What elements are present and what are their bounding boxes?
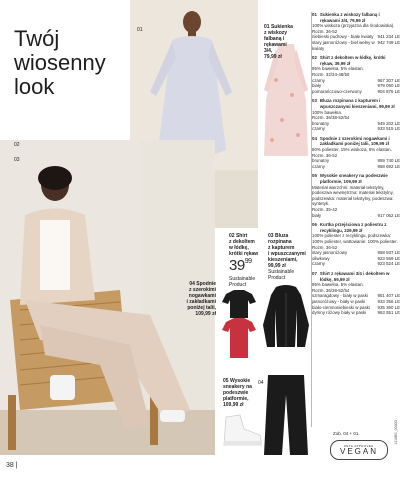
variant-color: oliwkowy	[312, 255, 330, 261]
headline-line-1: Twój	[14, 26, 60, 51]
product-detail-desc: Materiał wierzchni: materiał tekstylny, podeszwa wewnętrzna: materiał tekstylny, podszewka: materiał tekstylny, podeszwa: syntetyk.	[312, 184, 394, 207]
shirt-sustainable-1: Sustainable	[229, 276, 256, 282]
card-dress-line-5: 3/4,	[264, 48, 273, 54]
tag-04-product: 04	[258, 380, 264, 386]
variant-color: jasnoróżowy - biały w paski	[312, 298, 366, 304]
product-detail-desc: Rozm. 36-52	[312, 244, 338, 250]
card-dress-line-2: z wiskozy	[264, 30, 288, 36]
variant-code: 951 407 LE	[377, 293, 400, 299]
product-detail-item	[312, 271, 400, 316]
page-number: 38 |	[6, 462, 18, 469]
product-variant-row	[312, 164, 400, 170]
product-detail-title: Kurtka przejściowa z poliestru z recyklingu, 229,99 zł	[319, 222, 387, 233]
sneaker-image	[222, 413, 262, 452]
variant-color: niebieski pudrowy - białe kwiaty	[312, 34, 374, 40]
product-variant-row	[312, 261, 400, 267]
shirt-sustainable	[229, 276, 255, 288]
product-detail-title: Shirt z dekoltem w łódkę, krótki rękaw, 39,99 zł	[319, 55, 386, 66]
product-detail-desc: Rozm. 36-52	[312, 28, 338, 34]
card-trousers-text	[170, 281, 216, 317]
product-detail-desc: Rozm. 36-52	[312, 152, 338, 158]
tag-02: 02	[14, 142, 20, 148]
hoodie-sustainable-1: Sustainable	[268, 269, 295, 275]
product-detail-title: Wysokie sneakery na podeszwie platformie, 109,99 zł	[319, 173, 388, 185]
variant-color: brunatny	[312, 120, 330, 126]
variant-color: biały	[312, 212, 322, 218]
card-dress-line-4: rękawami	[264, 42, 287, 48]
product-detail-item	[312, 136, 400, 170]
variant-color: stary jasnoróżowy	[312, 250, 348, 256]
trousers-image	[264, 375, 308, 460]
card-hoodie-line-3: z kapturem	[268, 245, 295, 251]
product-detail-desc: 95% bawełna, 5% elastan.	[312, 66, 364, 72]
variant-code: 933 356 LE	[377, 298, 400, 304]
card-hoodie-line-2: rozpinana	[268, 239, 292, 245]
card-dress-line-3: falbaną i	[264, 36, 285, 42]
variant-code: 959 740 LE	[377, 158, 400, 164]
hoodie-sustainable-2: Product	[268, 275, 286, 281]
card-trousers-num: 04	[189, 281, 195, 287]
variant-color: pomarańczowo-czerwony	[312, 88, 362, 94]
card-sneaker-num: 05	[223, 378, 229, 384]
card-hoodie-line-4: i wpuszczanymi	[268, 251, 306, 257]
product-detail-item	[312, 173, 400, 218]
product-detail-title: Sukienka z wiskozy falbaną i rękawami 3/4, 79,99 zł	[319, 12, 380, 23]
variant-color: szmaragdowy - biały w paski	[312, 293, 368, 299]
page-number-value: 38	[6, 462, 14, 469]
tag-03: 03	[14, 157, 20, 163]
product-variant-row	[312, 213, 400, 219]
product-detail-desc: Rozm. 35-42	[312, 207, 338, 212]
product-detail-num: 03	[312, 98, 317, 104]
card-hoodie-line-6: 99,99 zł	[268, 263, 286, 269]
product-detail-item	[312, 55, 400, 94]
card-trousers-line-5: poniżej talii,	[187, 305, 216, 311]
card-dress-line-6: 79,99 zł	[264, 54, 282, 60]
card-trousers-line-2: z szerokimi	[189, 287, 216, 293]
vegan-badge-big: VEGAN	[339, 447, 378, 456]
card-trousers-line-1: Spodnie	[196, 281, 216, 287]
variant-color: biało-ciemnoniebieski w paski	[312, 304, 370, 310]
card-sneaker-line-1: Wysokie	[229, 378, 251, 384]
shirt-red-image	[222, 318, 256, 363]
shirt-sustainable-2: Product	[229, 282, 247, 288]
hoodie-image	[261, 285, 311, 352]
card-sneaker-line-5: 109,99 zł	[223, 402, 244, 408]
card-trousers-line-6: 109,99 zł	[195, 311, 216, 317]
card-hoodie-line-5: kieszeniami,	[268, 257, 298, 263]
product-detail-num: 04	[312, 135, 317, 141]
card-shirt-line-4: krótki rękaw	[229, 251, 259, 257]
variant-color: biały	[312, 83, 322, 89]
vegan-badge	[330, 440, 388, 460]
product-detail-desc: Rozm. 36/38-52/54	[312, 287, 350, 293]
shirt-price	[229, 257, 251, 274]
product-detail-item	[312, 222, 400, 267]
product-variant-row	[312, 310, 400, 316]
product-detail-item	[312, 98, 400, 132]
variant-color: czarny	[312, 77, 325, 83]
product-detail-desc: 100% wiskoza (przyjazna dla środowiska).	[312, 23, 395, 29]
shirt-price-sup: 99	[244, 258, 252, 265]
variant-code: 941 234 LE	[377, 34, 400, 40]
variant-code: 942 749 LE	[377, 39, 400, 45]
headline	[14, 27, 124, 99]
product-detail-item	[312, 12, 400, 51]
card-hoodie-line-1: Bluza	[274, 233, 289, 239]
card-sneaker-text	[223, 378, 263, 408]
vegan-badge-small: PETA APPROVED	[344, 444, 374, 448]
variant-code: 967 307 LE	[377, 77, 400, 83]
variant-code: 958 692 LE	[377, 163, 400, 169]
card-sneaker-line-3: podeszwie	[223, 390, 249, 396]
variant-color: dymny różowy biały w paski	[312, 310, 367, 316]
variant-color: czarny	[312, 126, 325, 132]
card-shirt-text	[229, 233, 267, 257]
product-details-list	[312, 12, 400, 320]
variant-color: czarny	[312, 261, 325, 267]
card-shirt-line-1: Shirt	[235, 233, 248, 239]
variant-color: brunatny	[312, 158, 330, 164]
variant-code: 933 515 LE	[377, 126, 400, 132]
headline-line-3: look	[14, 74, 55, 99]
card-dress	[264, 24, 310, 60]
see-also-note: Zob. 04 + 01.	[333, 431, 360, 436]
product-detail-title: Shirt z rękawami 3/4 i dekoltem w łódkę, 59,99 zł	[319, 270, 390, 282]
product-detail-desc: Rozm. 36/38-52/54	[312, 115, 350, 121]
product-detail-num: 06	[312, 222, 317, 228]
product-variant-row	[312, 40, 400, 51]
product-detail-title: Bluza rozpinana z kapturem i wpuszczanymi kieszeniami, 99,99 zł	[319, 98, 395, 109]
product-detail-desc: 100% poliester z recyklingu, podszewka: 100% poliester, wattowanie: 100% poliester.	[312, 233, 398, 244]
card-dress-line-1: Sukienka	[270, 24, 293, 30]
product-detail-desc: 80% poliester, 15% wiskoza, 5% elastan.	[312, 147, 392, 153]
product-detail-title: Spodnie z szerokimi nogawkami i zakładkami poniżej talii, 109,99 zł	[319, 135, 390, 147]
card-shirt-num: 02	[229, 233, 235, 239]
product-detail-num: 05	[312, 173, 317, 179]
product-detail-num: 01	[312, 12, 317, 17]
variant-code: 963 551 LE	[377, 310, 400, 316]
product-detail-num: 02	[312, 55, 317, 61]
card-hoodie-text	[268, 233, 312, 281]
card-sneaker-line-2: sneakery na	[223, 384, 252, 390]
variant-code: 949 202 LE	[377, 120, 400, 126]
card-shirt-line-3: w łódkę,	[229, 245, 249, 251]
card-trousers-line-4: i zakładkami	[186, 299, 216, 305]
variant-code: 979 050 LE	[377, 83, 400, 89]
variant-code: 923 524 LE	[377, 261, 400, 267]
card-sneaker-line-4: platformie,	[223, 396, 249, 402]
card-trousers-line-3: nogawkami	[188, 293, 216, 299]
headline-line-2: wiosenny	[14, 50, 106, 75]
card-dress-num: 01	[264, 24, 270, 30]
product-variant-row	[312, 89, 400, 95]
variant-code: 904 876 LE	[377, 88, 400, 94]
tag-01: 01	[137, 27, 143, 33]
variant-code: 935 360 LE	[377, 304, 400, 310]
variant-color: czarny	[312, 163, 325, 169]
product-variant-row	[312, 126, 400, 132]
product-detail-desc: 100% bawełna.	[312, 109, 343, 115]
card-shirt-line-2: z dekoltem	[229, 239, 255, 245]
variant-code: 958 937 LE	[377, 250, 400, 256]
variant-code: 917 062 LE	[377, 212, 400, 218]
product-detail-num: 07	[312, 270, 317, 276]
shirt-price-main: 39	[229, 257, 245, 274]
variant-code: 923 559 LE	[377, 255, 400, 261]
product-detail-desc: Rozm. 32/34-48/50	[312, 71, 350, 77]
card-hoodie-num: 03	[268, 233, 274, 239]
variant-color: stary jasnoróżowy - biel wełny w kwiaty	[312, 39, 375, 51]
product-detail-desc: 95% bawełna, 5% elastan.	[312, 282, 364, 288]
catalog-code: 1418BS_0000D	[394, 420, 398, 445]
